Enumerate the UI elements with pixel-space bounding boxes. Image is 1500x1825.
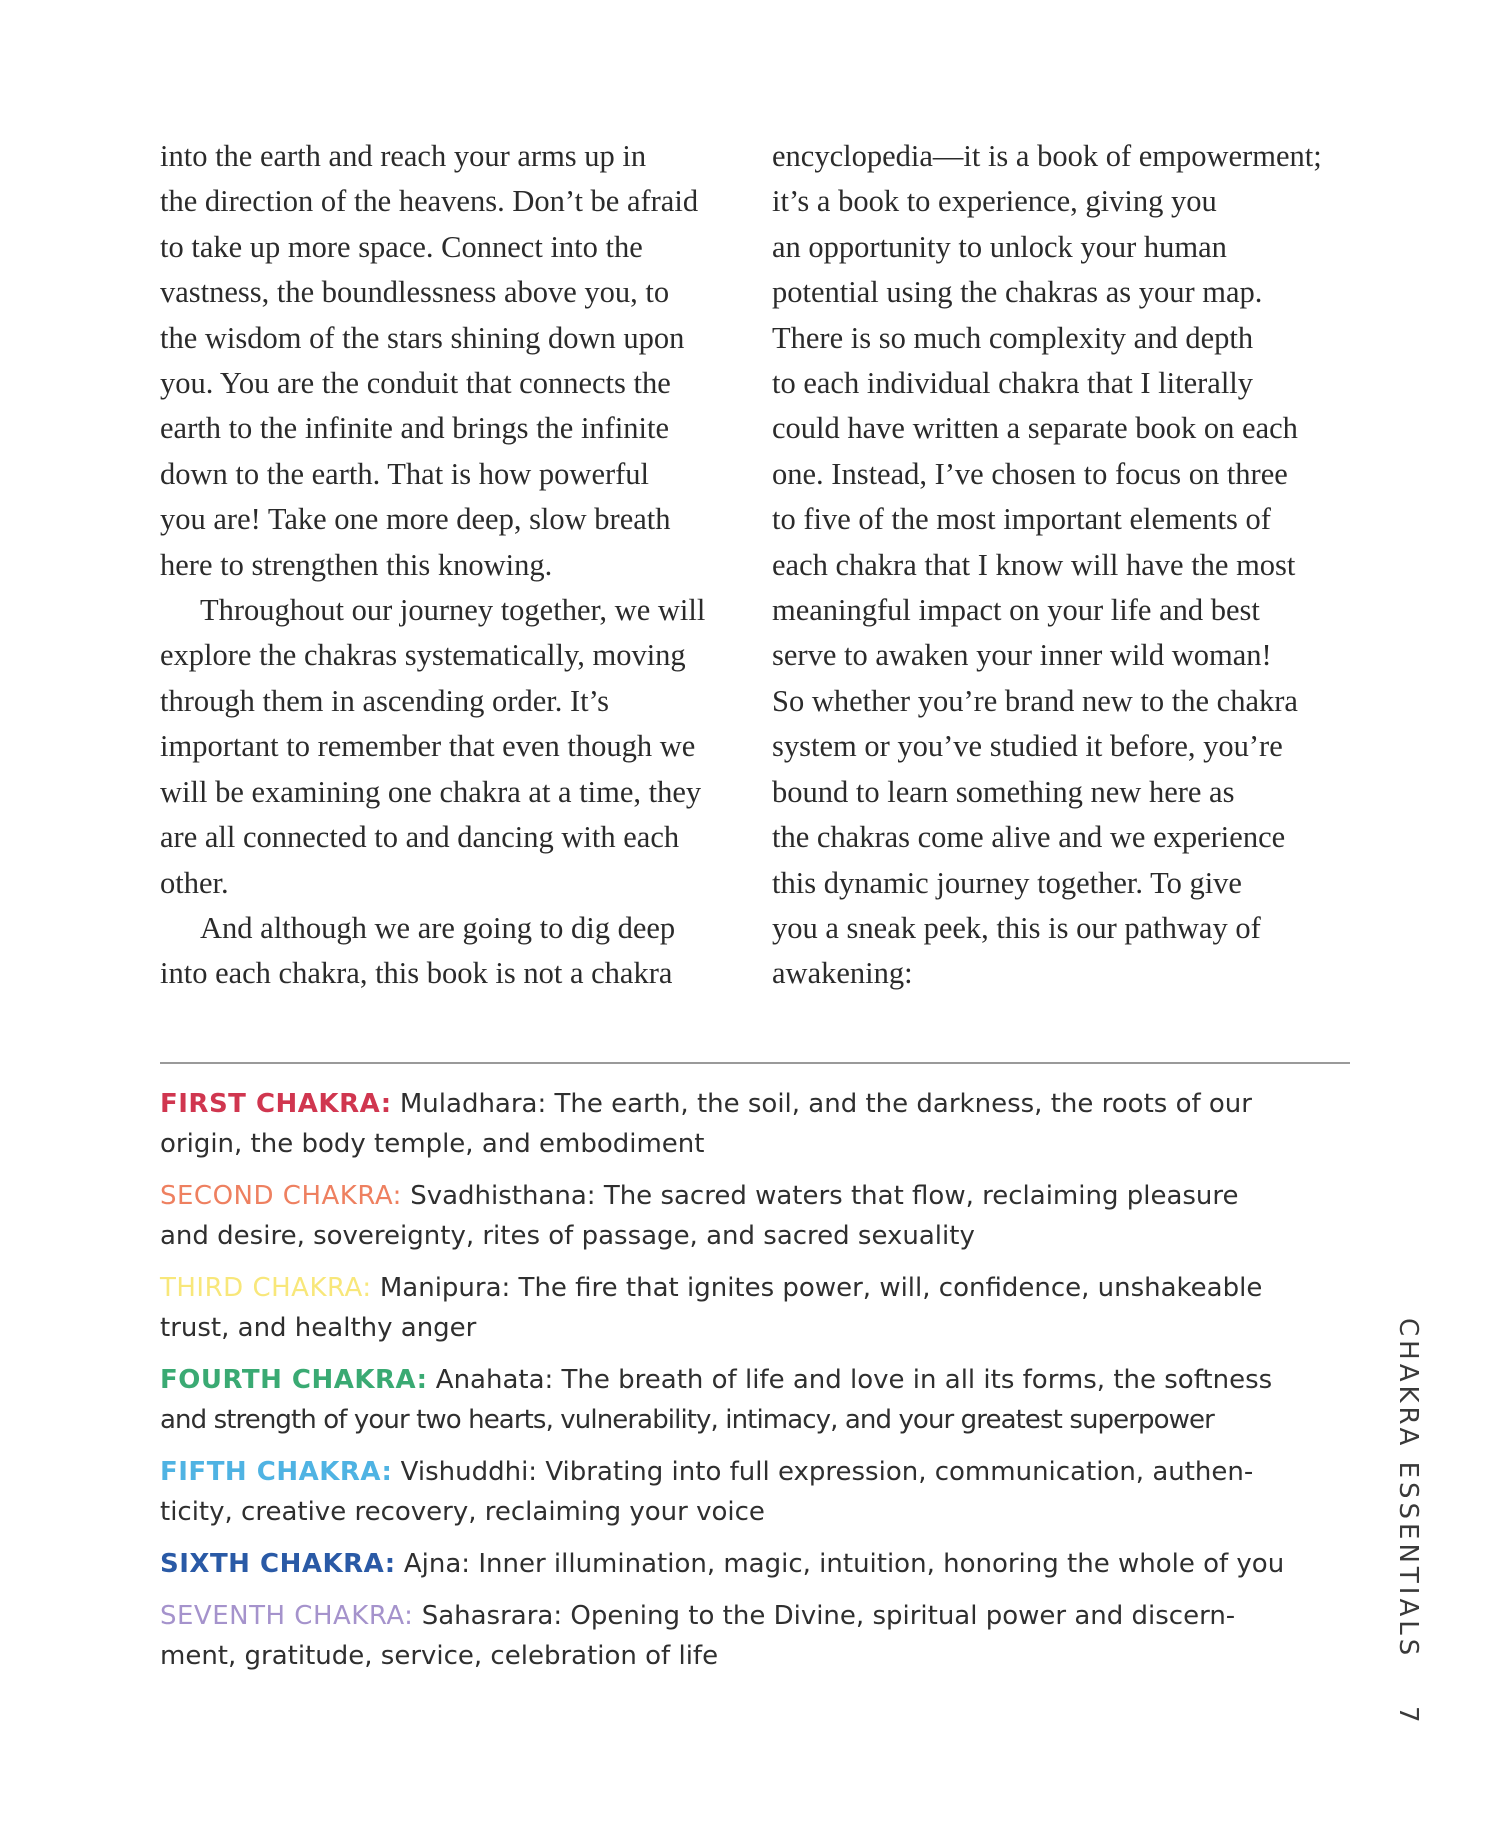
chakra-description: Manipura: The fire that ignites power, will, confidence, unshakeable	[379, 1273, 1263, 1303]
chakra-line	[160, 1452, 1355, 1492]
chakra-description: Ajna: Inner illumination, magic, intuition, honoring the whole of you	[403, 1549, 1285, 1579]
running-footer-tab	[1393, 1318, 1423, 1726]
chakra-line	[160, 1084, 1355, 1124]
chakra-description: Svadhisthana: The sacred waters that flow, reclaiming pleasure	[410, 1181, 1239, 1211]
text-line: explore the chakras systematically, moving	[160, 638, 686, 673]
text-line: you. You are the conduit that connects the	[160, 366, 671, 401]
text-line: So whether you’re brand new to the chakra	[772, 683, 1298, 718]
text-line: are all connected to and dancing with each	[160, 820, 680, 855]
text-line: to take up more space. Connect into the	[160, 229, 643, 264]
section-divider	[160, 1062, 1350, 1064]
text-line: here to strengthen this knowing.	[160, 547, 553, 582]
chakra-item-first	[160, 1084, 1355, 1164]
text-line: will be examining one chakra at a time, they	[160, 774, 702, 809]
text-line: the wisdom of the stars shining down upon	[160, 320, 685, 355]
text-line: system or you’ve studied it before, you’re	[772, 729, 1283, 764]
chakra-label: SEVENTH CHAKRA:	[160, 1601, 414, 1631]
text-line: encyclopedia—it is a book of empowerment;	[772, 139, 1322, 173]
chakra-line	[160, 1360, 1355, 1400]
text-line: other.	[160, 865, 229, 900]
text-line: meaningful impact on your life and best	[772, 593, 1260, 628]
paragraph-1	[160, 134, 740, 588]
text-line: the chakras come alive and we experience	[772, 820, 1286, 855]
text-line: potential using the chakras as your map.	[772, 275, 1263, 310]
text-line: it’s a book to experience, giving you	[772, 184, 1217, 219]
text-line: to each individual chakra that I literally	[772, 366, 1254, 401]
chakra-label: FIFTH CHAKRA:	[160, 1457, 393, 1487]
section-title: CHAKRA ESSENTIALS	[1393, 1318, 1423, 1660]
text-line: earth to the infinite and brings the infinite	[160, 411, 670, 446]
chakra-description-continued: and strength of your two hearts, vulnerability, intimacy, and your greatest superpower	[160, 1405, 1214, 1435]
text-line: this dynamic journey together. To give	[772, 865, 1242, 900]
text-line: could have written a separate book on each	[772, 411, 1298, 446]
chakra-item-second	[160, 1176, 1355, 1256]
chakra-description-continued: and desire, sovereignty, rites of passage, and sacred sexuality	[160, 1221, 975, 1251]
chakra-label: THIRD CHAKRA:	[160, 1273, 372, 1303]
chakra-description-continued: origin, the body temple, and embodiment	[160, 1129, 705, 1159]
text-line: vastness, the boundlessness above you, to	[160, 275, 670, 310]
text-line: bound to learn something new here as	[772, 774, 1235, 809]
body-text-left-column	[160, 134, 740, 997]
chakra-item-third	[160, 1268, 1355, 1348]
text-line: each chakra that I know will have the most	[772, 547, 1296, 582]
chakra-line	[160, 1596, 1355, 1636]
text-line: you are! Take one more deep, slow breath	[160, 502, 671, 537]
chakra-description: Sahasrara: Opening to the Divine, spiritual power and discern-	[421, 1601, 1236, 1631]
text-line: important to remember that even though we	[160, 729, 696, 764]
text-line: And although we are going to dig deep	[200, 910, 676, 945]
text-line: into each chakra, this book is not a chakra	[160, 956, 673, 991]
text-line: down to the earth. That is how powerful	[160, 456, 650, 491]
text-line: to five of the most important elements of	[772, 502, 1271, 537]
page-number: 7	[1393, 1705, 1423, 1727]
chakra-label: SECOND CHAKRA:	[160, 1181, 402, 1211]
paragraph-3	[160, 906, 740, 997]
text-line: serve to awaken your inner wild woman!	[772, 638, 1272, 673]
chakra-description: Vishuddhi: Vibrating into full expression, communication, authen-	[400, 1457, 1254, 1487]
chakra-pathway-list	[160, 1084, 1355, 1688]
paragraph-2	[160, 588, 740, 906]
text-line: one. Instead, I’ve chosen to focus on three	[772, 456, 1288, 491]
chakra-item-fifth	[160, 1452, 1355, 1532]
chakra-label: SIXTH CHAKRA:	[160, 1549, 396, 1579]
text-line: through them in ascending order. It’s	[160, 683, 609, 718]
chakra-description-continued: ticity, creative recovery, reclaiming your voice	[160, 1497, 765, 1527]
chakra-item-fourth	[160, 1360, 1355, 1440]
chakra-line	[160, 1176, 1355, 1216]
text-line: the direction of the heavens. Don’t be afraid	[160, 184, 699, 219]
text-line: There is so much complexity and depth	[772, 320, 1254, 355]
chakra-label: FOURTH CHAKRA:	[160, 1365, 428, 1395]
text-line: awakening:	[772, 956, 913, 991]
chakra-description: Anahata: The breath of life and love in all its forms, the softness	[435, 1365, 1273, 1395]
chakra-item-seventh	[160, 1596, 1355, 1676]
paragraph-3-continued	[772, 134, 1372, 997]
chakra-label: FIRST CHAKRA:	[160, 1089, 392, 1119]
text-line: you a sneak peek, this is our pathway of	[772, 910, 1261, 945]
chakra-description-continued: ment, gratitude, service, celebration of life	[160, 1641, 719, 1671]
chakra-line	[160, 1268, 1355, 1308]
chakra-item-sixth	[160, 1544, 1355, 1584]
chakra-description: Muladhara: The earth, the soil, and the darkness, the roots of our	[399, 1089, 1252, 1119]
text-line: an opportunity to unlock your human	[772, 229, 1227, 264]
chakra-line	[160, 1544, 1355, 1584]
text-line: Throughout our journey together, we will	[200, 593, 706, 628]
text-line: into the earth and reach your arms up in	[160, 139, 647, 173]
body-text-right-column	[772, 134, 1372, 997]
chakra-description-continued: trust, and healthy anger	[160, 1313, 477, 1343]
